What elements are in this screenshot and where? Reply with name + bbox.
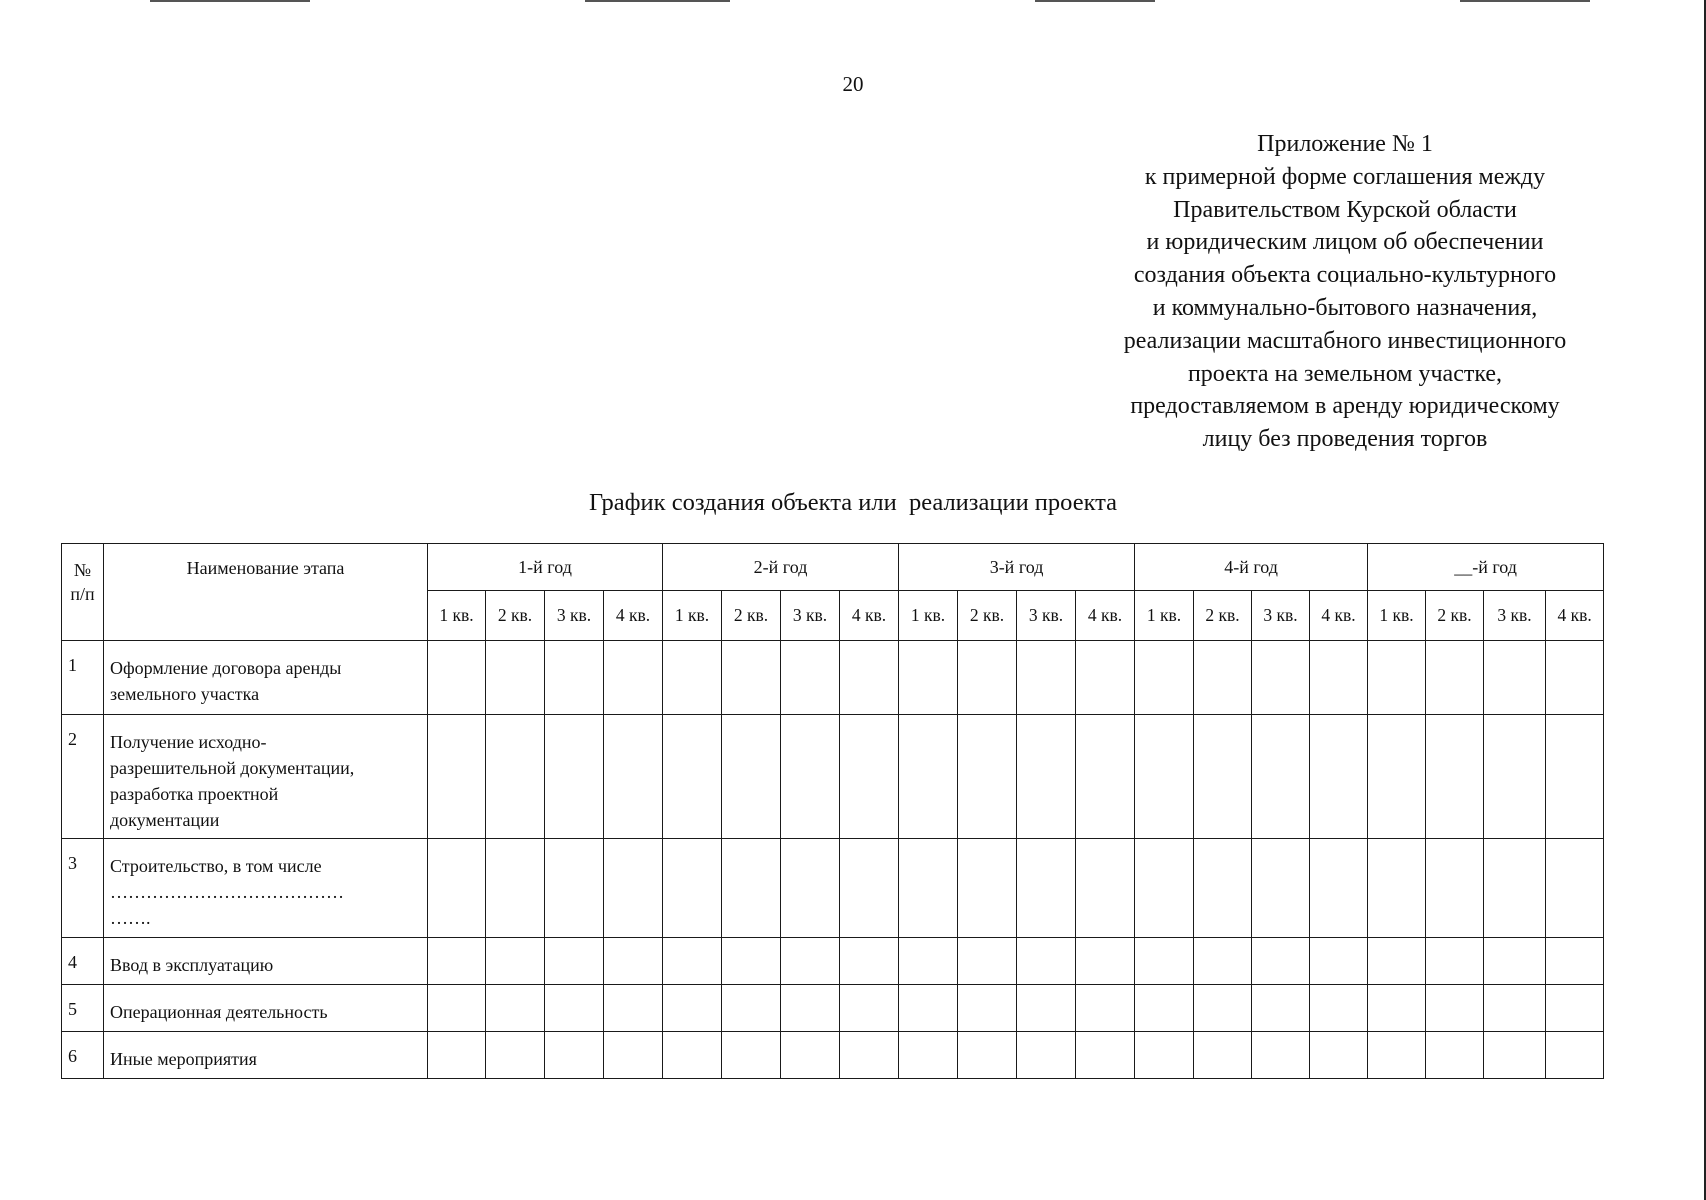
schedule-cell[interactable]: [1426, 715, 1484, 839]
table-row: [62, 641, 1604, 715]
schedule-cell[interactable]: [1135, 985, 1194, 1032]
schedule-cell[interactable]: [958, 641, 1017, 715]
row-number: 6: [62, 1032, 104, 1079]
schedule-cell[interactable]: [1194, 839, 1252, 938]
header-quarter: 1 кв.: [663, 591, 722, 641]
schedule-cell[interactable]: [1484, 938, 1546, 985]
schedule-cell[interactable]: [1546, 985, 1604, 1032]
page-number: 20: [842, 72, 864, 96]
table-row: [62, 938, 1604, 985]
table-row: [62, 985, 1604, 1032]
schedule-cell[interactable]: [899, 839, 958, 938]
schedule-cell[interactable]: [604, 641, 663, 715]
schedule-cell[interactable]: [1017, 839, 1076, 938]
schedule-cell[interactable]: [1310, 715, 1368, 839]
schedule-cell[interactable]: [1135, 715, 1194, 839]
row-number: 1: [62, 641, 104, 715]
schedule-cell[interactable]: [663, 1032, 722, 1079]
header-quarter: 2 кв.: [1426, 591, 1484, 641]
schedule-cell[interactable]: [1484, 839, 1546, 938]
row-stage-name: Операционная деятельность: [104, 985, 428, 1032]
schedule-cell[interactable]: [722, 715, 781, 839]
schedule-cell[interactable]: [1017, 715, 1076, 839]
schedule-cell[interactable]: [1546, 839, 1604, 938]
schedule-cell[interactable]: [899, 985, 958, 1032]
schedule-cell[interactable]: [1252, 715, 1310, 839]
header-year: 3-й год: [899, 544, 1135, 591]
schedule-cell[interactable]: [1076, 839, 1135, 938]
header-quarter: 1 кв.: [1135, 591, 1194, 641]
schedule-cell[interactable]: [545, 641, 604, 715]
schedule-cell[interactable]: [1194, 715, 1252, 839]
table-row: [62, 1032, 1604, 1079]
appendix-line: Правительством Курской области: [1173, 196, 1517, 223]
schedule-cell[interactable]: [545, 1032, 604, 1079]
schedule-cell[interactable]: [604, 839, 663, 938]
header-number: № п/п: [62, 544, 104, 641]
schedule-cell[interactable]: [1135, 1032, 1194, 1079]
schedule-cell[interactable]: [1368, 715, 1426, 839]
schedule-cell[interactable]: [899, 715, 958, 839]
header-quarter: 4 кв.: [1310, 591, 1368, 641]
schedule-cell[interactable]: [1252, 641, 1310, 715]
row-stage-name: Оформление договора аренды земельного участка: [104, 641, 428, 715]
schedule-cell[interactable]: [604, 938, 663, 985]
schedule-cell[interactable]: [1426, 1032, 1484, 1079]
table-row: [62, 839, 1604, 938]
schedule-cell[interactable]: [1076, 1032, 1135, 1079]
schedule-table: [61, 543, 1604, 1079]
schedule-cell[interactable]: [1194, 985, 1252, 1032]
schedule-cell[interactable]: [1076, 715, 1135, 839]
schedule-cell[interactable]: [1426, 839, 1484, 938]
scan-artifacts-top: [0, 0, 1706, 4]
schedule-cell[interactable]: [1546, 715, 1604, 839]
schedule-cell[interactable]: [722, 839, 781, 938]
row-stage-name: Строительство, в том числе ………………………………… …….: [104, 839, 428, 938]
schedule-cell[interactable]: [781, 985, 840, 1032]
header-year: 1-й год: [428, 544, 663, 591]
schedule-cell[interactable]: [781, 1032, 840, 1079]
schedule-cell[interactable]: [1310, 641, 1368, 715]
schedule-cell[interactable]: [545, 839, 604, 938]
row-stage-name: Иные мероприятия: [104, 1032, 428, 1079]
schedule-cell[interactable]: [781, 839, 840, 938]
schedule-cell[interactable]: [486, 938, 545, 985]
schedule-cell[interactable]: [1017, 641, 1076, 715]
row-number: 4: [62, 938, 104, 985]
schedule-cell[interactable]: [1194, 938, 1252, 985]
header-quarter: 1 кв.: [899, 591, 958, 641]
schedule-cell[interactable]: [1017, 985, 1076, 1032]
schedule-cell[interactable]: [1252, 985, 1310, 1032]
header-quarter: 2 кв.: [486, 591, 545, 641]
header-quarter: 2 кв.: [1194, 591, 1252, 641]
schedule-cell[interactable]: [545, 985, 604, 1032]
schedule-cell[interactable]: [840, 839, 899, 938]
schedule-cell[interactable]: [1484, 1032, 1546, 1079]
schedule-cell[interactable]: [663, 715, 722, 839]
table-header-years: [62, 544, 1604, 591]
schedule-cell[interactable]: [486, 715, 545, 839]
schedule-cell[interactable]: [1368, 938, 1426, 985]
schedule-cell[interactable]: [1368, 985, 1426, 1032]
schedule-cell[interactable]: [663, 985, 722, 1032]
schedule-cell[interactable]: [1546, 1032, 1604, 1079]
header-quarter: 1 кв.: [428, 591, 486, 641]
schedule-cell[interactable]: [1135, 839, 1194, 938]
appendix-line: и коммунально-бытового назначения,: [1152, 294, 1538, 321]
schedule-cell[interactable]: [958, 839, 1017, 938]
schedule-cell[interactable]: [1368, 1032, 1426, 1079]
schedule-cell[interactable]: [1426, 938, 1484, 985]
appendix-line: реализации масштабного инвестиционного: [1123, 327, 1567, 354]
header-quarter: 2 кв.: [722, 591, 781, 641]
header-quarter: 3 кв.: [545, 591, 604, 641]
schedule-cell[interactable]: [1076, 985, 1135, 1032]
schedule-cell[interactable]: [604, 715, 663, 839]
schedule-cell[interactable]: [958, 985, 1017, 1032]
row-number: 2: [62, 715, 104, 839]
schedule-cell[interactable]: [1135, 641, 1194, 715]
header-quarter: 1 кв.: [1368, 591, 1426, 641]
schedule-cell[interactable]: [1310, 1032, 1368, 1079]
appendix-line: лицу без проведения торгов: [1202, 426, 1488, 453]
schedule-cell[interactable]: [428, 1032, 486, 1079]
schedule-cell[interactable]: [958, 1032, 1017, 1079]
header-quarter: 3 кв.: [1484, 591, 1546, 641]
schedule-cell[interactable]: [663, 641, 722, 715]
schedule-cell[interactable]: [1076, 641, 1135, 715]
schedule-cell[interactable]: [1368, 839, 1426, 938]
schedule-cell[interactable]: [722, 985, 781, 1032]
schedule-cell[interactable]: [428, 985, 486, 1032]
header-year: __-й год: [1368, 544, 1604, 591]
schedule-cell[interactable]: [781, 938, 840, 985]
schedule-cell[interactable]: [1426, 985, 1484, 1032]
schedule-cell[interactable]: [722, 641, 781, 715]
schedule-cell[interactable]: [958, 938, 1017, 985]
schedule-cell[interactable]: [663, 938, 722, 985]
schedule-cell[interactable]: [1426, 641, 1484, 715]
appendix-line: создания объекта социально-культурного: [1133, 262, 1557, 289]
header-year: 2-й год: [663, 544, 899, 591]
schedule-cell[interactable]: [1252, 938, 1310, 985]
header-quarter: 3 кв.: [781, 591, 840, 641]
header-quarter: 3 кв.: [1017, 591, 1076, 641]
schedule-cell[interactable]: [428, 641, 486, 715]
schedule-cell[interactable]: [840, 938, 899, 985]
schedule-cell[interactable]: [781, 641, 840, 715]
header-quarter: 4 кв.: [604, 591, 663, 641]
table-row: [62, 715, 1604, 839]
schedule-cell[interactable]: [486, 839, 545, 938]
schedule-cell[interactable]: [545, 938, 604, 985]
schedule-cell[interactable]: [899, 641, 958, 715]
schedule-cell[interactable]: [1484, 641, 1546, 715]
schedule-cell[interactable]: [604, 985, 663, 1032]
header-quarter: 4 кв.: [840, 591, 899, 641]
appendix-line: предоставляемом в аренду юридическому: [1130, 393, 1560, 420]
header-quarter: 2 кв.: [958, 591, 1017, 641]
row-number: 5: [62, 985, 104, 1032]
appendix-line: Приложение № 1: [1257, 131, 1433, 157]
schedule-cell[interactable]: [428, 839, 486, 938]
appendix-line: и юридическим лицом об обеспечении: [1146, 229, 1544, 256]
schedule-cell[interactable]: [840, 1032, 899, 1079]
schedule-cell[interactable]: [722, 1032, 781, 1079]
schedule-cell[interactable]: [899, 1032, 958, 1079]
schedule-cell[interactable]: [1076, 938, 1135, 985]
schedule-cell[interactable]: [1546, 938, 1604, 985]
appendix-line: проекта на земельном участке,: [1187, 360, 1503, 387]
schedule-cell[interactable]: [722, 938, 781, 985]
schedule-cell[interactable]: [428, 938, 486, 985]
appendix-header: [1045, 128, 1645, 456]
row-stage-name: Получение исходно- разрешительной документации, разработка проектной документации: [104, 715, 428, 839]
schedule-cell[interactable]: [604, 1032, 663, 1079]
schedule-cell[interactable]: [1310, 938, 1368, 985]
schedule-cell[interactable]: [486, 985, 545, 1032]
schedule-cell[interactable]: [428, 715, 486, 839]
appendix-line: к примерной форме соглашения между: [1144, 163, 1546, 190]
schedule-cell[interactable]: [1484, 985, 1546, 1032]
header-quarter: 3 кв.: [1252, 591, 1310, 641]
row-number: 3: [62, 839, 104, 938]
schedule-cell[interactable]: [1310, 985, 1368, 1032]
schedule-cell[interactable]: [958, 715, 1017, 839]
header-quarter: 4 кв.: [1546, 591, 1604, 641]
schedule-cell[interactable]: [1017, 938, 1076, 985]
schedule-cell[interactable]: [899, 938, 958, 985]
schedule-cell[interactable]: [1546, 641, 1604, 715]
header-quarter: 4 кв.: [1076, 591, 1135, 641]
schedule-title: График создания объекта или реализации проекта: [588, 489, 1118, 516]
schedule-cell[interactable]: [486, 641, 545, 715]
schedule-cell[interactable]: [1194, 1032, 1252, 1079]
schedule-cell[interactable]: [545, 715, 604, 839]
schedule-cell[interactable]: [840, 641, 899, 715]
schedule-cell[interactable]: [840, 715, 899, 839]
row-stage-name: Ввод в эксплуатацию: [104, 938, 428, 985]
schedule-cell[interactable]: [486, 1032, 545, 1079]
schedule-cell[interactable]: [1252, 1032, 1310, 1079]
schedule-cell[interactable]: [781, 715, 840, 839]
schedule-cell[interactable]: [663, 839, 722, 938]
schedule-cell[interactable]: [1017, 1032, 1076, 1079]
schedule-cell[interactable]: [1194, 641, 1252, 715]
schedule-cell[interactable]: [1252, 839, 1310, 938]
schedule-cell[interactable]: [1310, 839, 1368, 938]
schedule-cell[interactable]: [1484, 715, 1546, 839]
schedule-cell[interactable]: [1368, 641, 1426, 715]
header-stage-name: Наименование этапа: [104, 544, 428, 641]
schedule-cell[interactable]: [1135, 938, 1194, 985]
header-year: 4-й год: [1135, 544, 1368, 591]
schedule-cell[interactable]: [840, 985, 899, 1032]
